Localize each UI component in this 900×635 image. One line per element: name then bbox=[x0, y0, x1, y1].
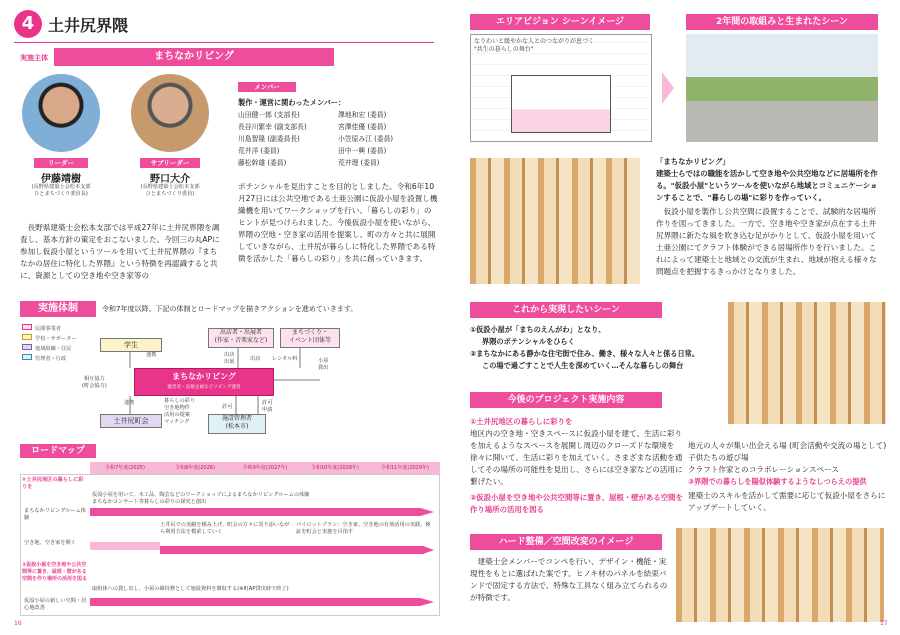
project-right-4-title: ③界隈での暮らしを陽似体験するようなしつらえの提供 bbox=[688, 477, 867, 486]
members-label: メンバー bbox=[238, 82, 296, 92]
legend-item: 学校・サポーター bbox=[22, 334, 77, 344]
label-rental: レンタル料 bbox=[272, 356, 298, 362]
member: 長谷川繁幸 (副支部長) bbox=[238, 123, 307, 131]
node-shop: 出店者・出展者 (作家・音楽家など) bbox=[208, 328, 274, 348]
roadmap-row-note: パイロットプラン：空き家、空き地の有効活用の実践、検証を町会と実施を目指す bbox=[296, 522, 431, 535]
leader-role: リーダー bbox=[34, 158, 88, 168]
roadmap-bar bbox=[90, 508, 434, 516]
twoyears-title: 2年間の取組みと生まれたシーン bbox=[686, 14, 878, 30]
year: 令和8年度(2026) bbox=[175, 465, 215, 471]
project-right-1: 地元の人々が集い出会える場 (町会活動や交流の場として) bbox=[688, 441, 887, 450]
desc-bold: 建築士らではの職能を活かして空き地や公共空地などに居場所を作る。"仮設小屋"というツールを使いながら地域とコミュニケーションすることで、"暮らしの場"に彩りを作っていく。 bbox=[656, 169, 878, 202]
roadmap-year-bar bbox=[90, 462, 440, 474]
legend-item: 管理者・行政 bbox=[22, 354, 77, 364]
page-number-right: 17 bbox=[880, 620, 888, 627]
project-right-3: クラフト作家とのコラボレーションスペース bbox=[688, 465, 839, 474]
label-coop2: 連携 bbox=[124, 400, 135, 406]
desc-quote: 「まちなかリビング」 bbox=[656, 157, 730, 166]
roadmap-bar bbox=[90, 598, 434, 606]
roadmap-row-label: 仮設小屋の新しい空間・居心地改善 bbox=[24, 598, 87, 611]
structure-title: 実施体制 bbox=[20, 301, 96, 317]
member: 川島智隆 (副委員長) bbox=[238, 135, 300, 143]
roadmap-bar bbox=[160, 546, 434, 554]
future-text bbox=[470, 324, 720, 372]
roadmap-bar bbox=[90, 542, 160, 550]
label-shop2: 出店 bbox=[250, 356, 261, 362]
label-permit: 許可 bbox=[222, 404, 233, 410]
hut-photo-3 bbox=[676, 528, 884, 622]
page-number-left: 16 bbox=[14, 620, 22, 627]
arrow-right-icon bbox=[662, 72, 674, 104]
vision-title: エリアビジョン シーンイメージ bbox=[470, 14, 650, 30]
roadmap-row2-title: ②仮設小屋を空き地や公共空間等に置き、屋根・壁がある空間を作り場所の活用を図る bbox=[22, 562, 88, 582]
roadmap-row-note: 仮設小屋を用いて、木工品、陶芸などのワークショップによるまちなかリビングルームの体験 まちなかコンサート等暮らしの彩りの探究と創出 bbox=[92, 492, 310, 505]
future-line: 界隈のポテンシャルをひらく bbox=[482, 337, 575, 346]
member: 小笠原み江 (委員) bbox=[338, 135, 394, 143]
year: 令和9年度(2027年) bbox=[242, 465, 288, 471]
label-mutual: 相互協力 (町会協力) bbox=[82, 376, 107, 389]
roadmap-row-label: まちなかリビングルーム体験 bbox=[24, 508, 86, 521]
future-line: ①仮設小屋が「まちのえんがわ」となり、 bbox=[470, 325, 606, 334]
vision-stage bbox=[511, 75, 611, 133]
org-name-bar: まちなかリビング bbox=[54, 48, 334, 66]
node-admin: 施設管理者 (松本市) bbox=[208, 414, 266, 434]
year: 令和7年度(2025) bbox=[105, 465, 145, 471]
future-line: ②まちなかにある静かな住宅街で住み、働き、様々な人々と係る日常。 bbox=[470, 349, 700, 358]
member: 山田健一郎 (支部長) bbox=[238, 111, 300, 119]
year: 令和10年度(2028年) bbox=[311, 465, 359, 471]
intro-text-right: ポテンシャルを見出すことを目的としました。令和6年10月27日には公共空地である土亜公園に仮設小屋を設置し機織機を用いてワークショップを行い、「暮らしの彩り」のヒントが見つけられました。今後仮設小屋を使いながら、界隈の空地・空き家の活用を提案し、町の方々と共に展開していきながら、土井尻が暮らしに特化した界隈である特徴を活かした「暮らしの彩り」を共に創っていきます。 bbox=[238, 182, 438, 263]
member: 藤松幹雄 (委員) bbox=[238, 159, 287, 167]
label-support: 暮らしの彩り 空き地物件 活用の提案 マッチング bbox=[164, 398, 196, 425]
section-number-badge: 4 bbox=[14, 10, 42, 38]
subleader-name: 野口大介 bbox=[150, 174, 190, 185]
roadmap-row1-title: ①土井尻地区の暮らしに彩りを bbox=[22, 477, 84, 490]
leader-affiliation: (長野県建築士会松本支部 ひとまちづくり委員長) bbox=[31, 184, 91, 197]
implementer-label: 実施主体 bbox=[20, 54, 48, 62]
hard-body: 建築士会メンバーでコンペを行い、デザイン・機能・実現性をもとに選ばれた案です。ヒノキ材のパネルを結束バンドで固定する方法で、特殊な工具なく組み立てられるのが特徴です。 bbox=[470, 557, 668, 602]
project-right-4: 建築士のスキルを活かして需要に応じて仮設小屋をさらにアップデートしていく。 bbox=[688, 491, 886, 512]
member: 澤地和宏 (委員) bbox=[338, 111, 387, 119]
subleader-affiliation: (長野県建築士会松本支部 ひとまちづくり委員) bbox=[140, 184, 200, 197]
project1-body: 地区内の空き地・空きスペースに仮設小屋を建て、生活に彩りを加えるようなスペースを展開し周辺のクローズドな環境を徐々に開いて、生活に彩りを加えていく。さまざまな活動を通してその場所の可能性を見出し、さらには空き家などの活用に繋げたい。 bbox=[470, 429, 683, 486]
node-town: 土井尻町会 bbox=[100, 414, 162, 428]
member: 荒井洋 (委員) bbox=[238, 147, 280, 155]
member: 宮澤佳優 (委員) bbox=[338, 123, 387, 131]
member: 荒井理 (委員) bbox=[338, 159, 380, 167]
roadmap-row-note: 土井尻での実績を積み上げ、町会の方々に寄り添いながら利用方法を模索していく bbox=[160, 522, 290, 535]
member: 田中一興 (委員) bbox=[338, 147, 387, 155]
hut-photo-2 bbox=[728, 302, 886, 424]
section-title: 土井尻界隈 bbox=[48, 16, 129, 35]
members-heading: 製作・運営に関わったメンバー： bbox=[238, 98, 346, 107]
hard-title: ハード整備／空間改変のイメージ bbox=[470, 534, 662, 550]
structure-desc: 令和7年度以降、下記の体制とロードマップを描きアクションを進めていきます。 bbox=[102, 305, 358, 313]
intro-text-left: 長野県建築士会松本支部では平成27年に土井尻界隈を調査し、基本方針の策定をおこないました。今回三の丸APに参加し仮設小屋というツールを用いて土井尻界隈の『まちなかの居住に特化した界隈』という特徴を再認識すると共に、資源としての空き地や空き家等の bbox=[20, 223, 220, 280]
label-apply: 許可 申請 bbox=[262, 400, 273, 413]
hut-photo-1 bbox=[470, 158, 640, 284]
vision-sketch bbox=[470, 34, 652, 142]
node-machi: まちづくり・ イベント団体等 bbox=[280, 328, 340, 348]
leader-name: 伊藤靖樹 bbox=[41, 174, 81, 185]
roadmap-row-label: 空き地、空き家を開く bbox=[24, 540, 76, 546]
year: 令和11年度(2029年) bbox=[381, 465, 429, 471]
project1-title: ①土井尻地区の暮らしに彩りを bbox=[470, 417, 573, 426]
roadmap-title: ロードマップ bbox=[20, 444, 96, 458]
node-student: 学生 bbox=[100, 338, 162, 352]
future-title: これから実現したいシーン bbox=[470, 302, 662, 318]
desc-body: 仮設小屋を製作し公共空間に設置することで、試験的な居場所作りを図ってきました。一方で、空き地や空き家が点在する土井尻界隈に新たな風を吹き込む足がかりとして、仮設小屋を用いて土亜公園にてクラフト体験ができる居場所作りを行いました。これによって建築士と地域との交流が生まれ、地域が抱える様々な問題点を把握するきっかけとなりました。 bbox=[656, 207, 877, 276]
legend-item: 民間事業者 bbox=[22, 324, 77, 334]
node-central bbox=[134, 368, 274, 396]
twoyears-photo bbox=[686, 34, 878, 142]
future-line: この場で過ごすことで人生を深めていく…そんな暮らしの舞台 bbox=[482, 361, 684, 370]
roadmap-row-note: 取組体への貸し出し、小屋の維持費として施設資料を徴収する(※町AP貸出時で終了) bbox=[92, 586, 289, 592]
project2-title: ②仮設小屋を空き地や公共空間等に置き、屋根・壁がある空間を作り場所の活用を図る bbox=[470, 493, 683, 514]
project-right-2: 子供たちの遊び場 bbox=[688, 453, 749, 462]
vision-caption: なりわいと緩やかな人とのつながりが息づく "共生の暮らしの舞台" bbox=[474, 38, 595, 53]
label-shop1: 出店 出展 bbox=[224, 352, 235, 365]
legend-item: 地域組織・住民 bbox=[22, 344, 77, 354]
node-central-sub: 運営者・直接企画などリビング運営 bbox=[167, 385, 241, 390]
subleader-role: サブリーダー bbox=[140, 158, 200, 168]
label-hut: 小屋 貸出 bbox=[318, 358, 329, 371]
label-coop: 連携 bbox=[146, 352, 157, 358]
projects-title: 今後のプロジェクト実施内容 bbox=[470, 392, 662, 408]
node-central-title: まちなかリビング bbox=[172, 372, 236, 381]
